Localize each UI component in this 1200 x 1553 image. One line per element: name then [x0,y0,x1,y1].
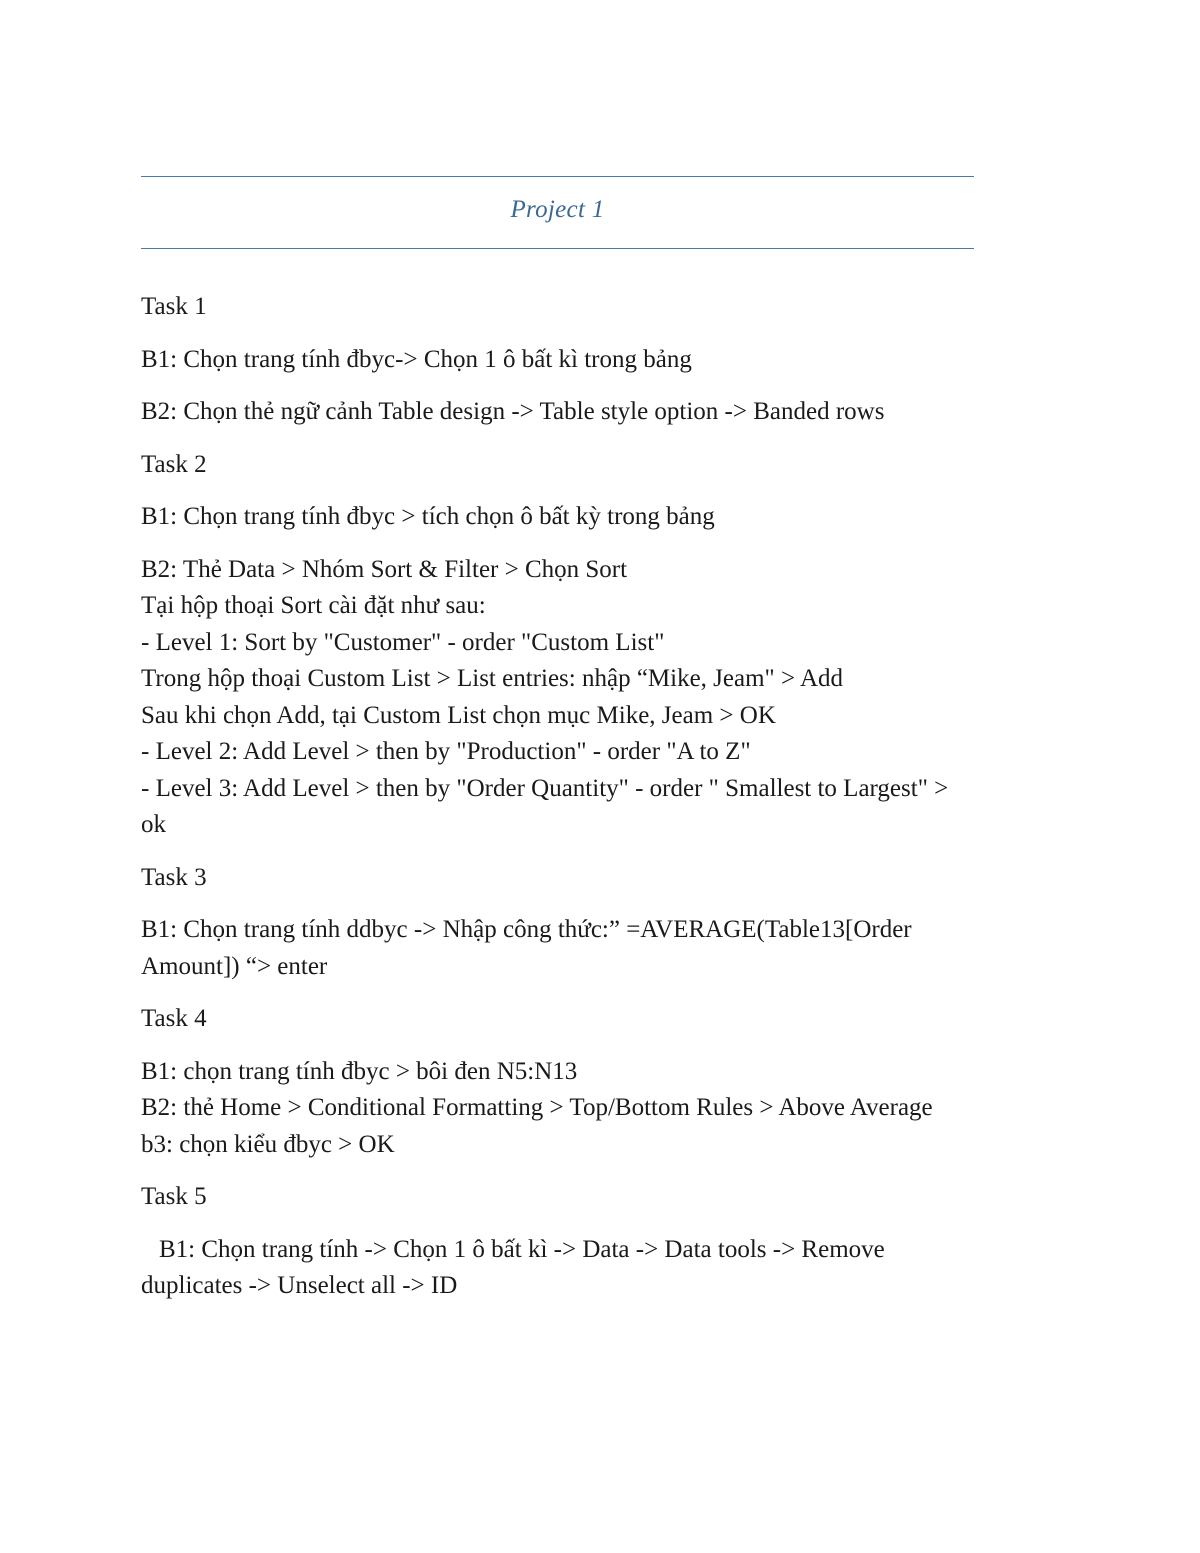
task2-step1: B1: Chọn trang tính đbyc > tích chọn ô bất kỳ trong bảng [141,503,715,530]
task1-step1: B1: Chọn trang tính đbyc-> Chọn 1 ô bất kì trong bảng [141,345,692,373]
task2-heading: Task 2 [141,450,207,478]
task2-sort-dialog-line: Tại hộp thoại Sort cài đặt như sau: [141,592,486,619]
title-top-rule [141,176,974,177]
task4-step1: B1: chọn trang tính đbyc > bôi đen N5:N13 [141,1057,578,1085]
document-body [141,289,1041,1305]
task2-level3-continuation: ok [141,811,166,838]
task2-after-add-line: Sau khi chọn Add, tại Custom List chọn mục Mike, Jeam > OK [141,701,776,729]
task3-step1: B1: Chọn trang tính ddbyc -> Nhập công thức:” =AVERAGE(Table13[Order [141,916,912,943]
task2-level3-line: - Level 3: Add Level > then by "Order Quantity" - order " Smallest to Largest" > [141,774,949,802]
task5-heading: Task 5 [141,1183,207,1210]
task2-level1-line: - Level 1: Sort by "Customer" - order "Custom List" [141,628,665,656]
document-title: Project 1 [510,196,605,223]
task2-level2-line: - Level 2: Add Level > then by "Production" - order "A to Z" [141,738,751,765]
task3-heading: Task 3 [141,863,207,891]
task4-step3: b3: chọn kiểu đbyc > OK [141,1130,395,1158]
task2-custom-list-line: Trong hộp thoại Custom List > List entries: nhập “Mike, Jeam" > Add [141,665,844,692]
task2-step2: B2: Thẻ Data > Nhóm Sort & Filter > Chọn Sort [141,555,628,583]
task1-heading: Task 1 [141,293,207,320]
task1-step2: B2: Chọn thẻ ngữ cảnh Table design -> Table style option -> Banded rows [141,398,885,425]
task4-step2: B2: thẻ Home > Conditional Formatting > Top/Bottom Rules > Above Average [141,1094,933,1121]
title-bottom-rule [141,248,974,249]
task3-step1-continuation: Amount]) “> enter [141,952,328,980]
task4-heading: Task 4 [141,1005,207,1032]
task5-step1: B1: Chọn trang tính -> Chọn 1 ô bất kì -> Data -> Data tools -> Remove [159,1235,885,1263]
task5-step1-continuation: duplicates -> Unselect all -> ID [141,1272,458,1299]
